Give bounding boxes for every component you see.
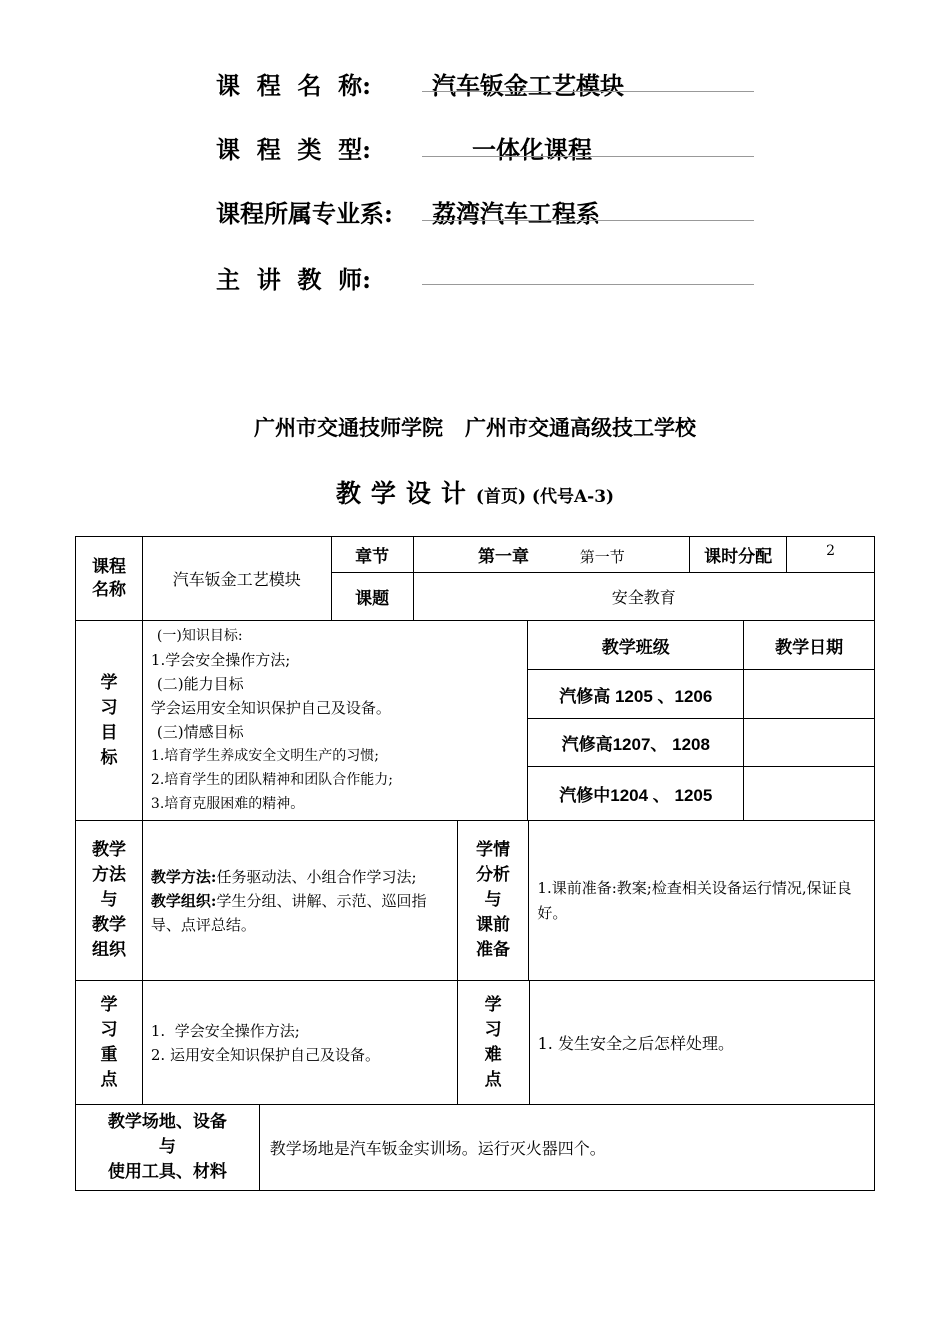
- goal-line: 1.培育学生养成安全文明生产的习惯;: [150, 748, 379, 764]
- org-paragraph: [151, 889, 449, 937]
- venue-table: [75, 1104, 875, 1191]
- class-row-3: 汽修中1204 、 1205: [528, 767, 744, 821]
- goal-line: (一)知识目标:: [156, 628, 243, 644]
- course-type-underline: [422, 156, 754, 157]
- hours-label: 课时分配: [690, 537, 787, 573]
- method-text: 任务驱动法、小组合作学习法;: [216, 867, 417, 886]
- department-value: 荔湾汽车工程系: [432, 199, 600, 228]
- goal-line: 2.培育学生的团队精神和团队合作能力;: [150, 772, 393, 788]
- analysis-text: 1.课前准备:教案;检查相关设备运行情况,保证良好。: [529, 821, 875, 981]
- class-header: 教学班级: [528, 621, 744, 670]
- course-type-label: 课 程 类 型:: [216, 135, 371, 164]
- chapter-label: 章节: [331, 537, 413, 573]
- venue-label: [76, 1105, 260, 1191]
- class-row-2: 汽修高1207、 1208: [528, 719, 744, 767]
- goals-table: [75, 620, 875, 821]
- difficulty-text: 1. 发生安全之后怎样处理。: [529, 981, 874, 1105]
- goal-line: (三)情感目标: [156, 723, 244, 741]
- method-paragraph: [151, 865, 449, 889]
- venue-label-line: 教学场地、设备: [107, 1112, 227, 1132]
- key-line: 2. 运用安全知识保护自己及设备。: [150, 1046, 380, 1064]
- course-type-value: 一体化课程: [472, 135, 592, 164]
- goal-line: 3.培育克服困难的精神。: [150, 796, 305, 812]
- title-main: 教学设计: [335, 479, 476, 508]
- key-line: 1. 学会安全操作方法;: [150, 1022, 300, 1040]
- chapter-cell: [413, 537, 690, 573]
- date-row-2: [744, 719, 875, 767]
- course-label: 课程 名称: [76, 537, 143, 621]
- difficulty-label: 学 习 难 点: [457, 981, 529, 1105]
- key-content: [142, 981, 457, 1105]
- topic-value: 安全教育: [413, 573, 874, 621]
- page-title: [0, 474, 950, 510]
- section-value: 第一节: [579, 548, 625, 566]
- method-title: 教学方法:: [150, 867, 217, 886]
- goals-label: 学 习 目 标: [76, 621, 143, 821]
- venue-label-line: 与: [158, 1137, 176, 1157]
- methods-content: [142, 821, 457, 981]
- key-label: 学 习 重 点: [76, 981, 143, 1105]
- goal-line: 1.学会安全操作方法;: [150, 651, 291, 669]
- goal-line: 学会运用安全知识保护自己及设备。: [150, 699, 391, 717]
- date-row-3: [744, 767, 875, 821]
- course-name-underline: [422, 91, 754, 92]
- date-header: 教学日期: [744, 621, 875, 670]
- venue-label-line: 使用工具、材料: [107, 1162, 227, 1182]
- school-name: 广州市交通技师学院 广州市交通高级技工学校: [254, 415, 696, 440]
- course-info-table: [75, 536, 875, 621]
- keypoints-table: [75, 980, 875, 1105]
- venue-text: 教学场地是汽车钣金实训场。运行灭火器四个。: [259, 1105, 874, 1191]
- topic-label: 课题: [331, 573, 413, 621]
- org-text: 学生分组、讲解、示范、巡回指导、点评总结。: [150, 891, 427, 934]
- title-suffix: (首页) (代号A-3): [475, 487, 615, 507]
- course-name-value: 汽车钣金工艺模块: [432, 71, 624, 100]
- chapter-value: 第一章: [477, 547, 529, 567]
- course-name-label: 课 程 名 称:: [216, 71, 371, 100]
- class-row-1: 汽修高 1205 、1206: [528, 670, 744, 719]
- methods-table: [75, 820, 875, 981]
- methods-label: 教学 方法 与 教学 组织: [76, 821, 143, 981]
- date-row-1: [744, 670, 875, 719]
- department-label: 课程所属专业系:: [216, 199, 393, 228]
- goals-content: [142, 621, 527, 821]
- hours-value: 2: [787, 537, 875, 573]
- course-value: 汽车钣金工艺模块: [142, 537, 331, 621]
- org-title: 教学组织:: [150, 891, 217, 910]
- analysis-label: 学情 分析 与 课前 准备: [457, 821, 529, 981]
- goal-line: (二)能力目标: [156, 675, 244, 693]
- department-underline: [422, 220, 754, 221]
- teacher-label: 主 讲 教 师:: [216, 265, 371, 294]
- teacher-underline: [422, 284, 754, 285]
